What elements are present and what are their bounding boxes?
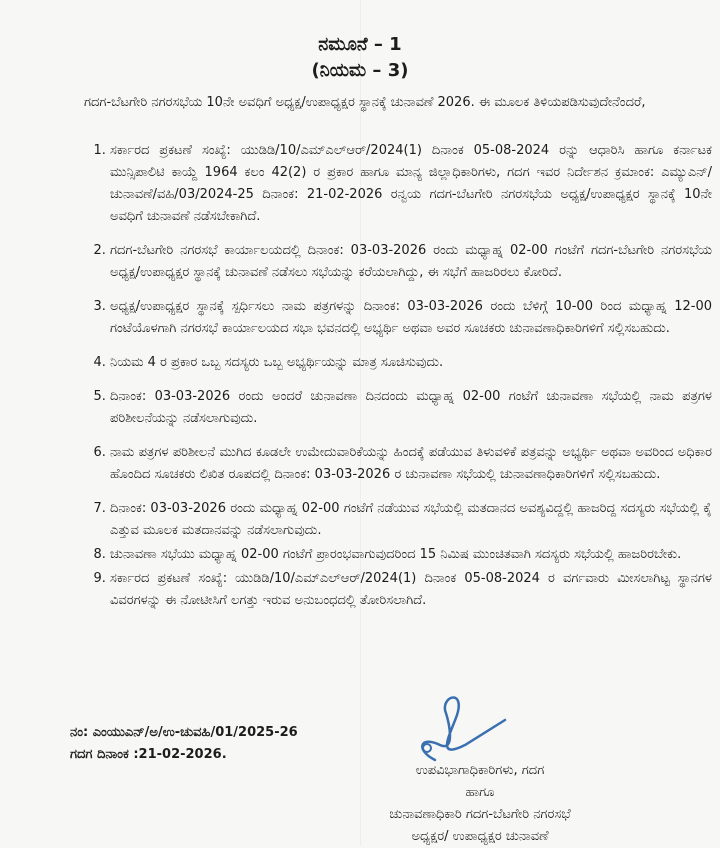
reference-block xyxy=(70,722,298,766)
list-item: 1. ಸರ್ಕಾರದ ಪ್ರಕಟಣೆ ಸಂಖ್ಯೆ: ಯುಡಿಡಿ/10/ಎಮ್ಎಲ್ಆರ್/2024(1) ದಿನಾಂಕ 05-08-2024 ರನ್ನು ಆಧಾರಿಸಿ ಹಾಗೂ ಕರ್ನಾಟಕ ಮುನ್ಸಿಪಾಲಿಟಿ ಕಾಯ್ದೆ 1964 ಕಲಂ 42(2) ರ ಪ್ರಕಾರ ಹಾಗೂ ಮಾನ್ಯ ಜಿಲ್ಲಾಧಿಕಾರಿಗಳು, ಗದಗ ಇವರ ನಿರ್ದೇಶನ ಕ್ರಮಾಂಕ: ಎಮ್ಯುಎನ್/ಚುನಾವಣೆ/ವಹಿ/03/2024-25 ದಿನಾಂಕ: 21-02-2026 ರನ್ವಯ ಗದಗ-ಬೆಟಗೇರಿ ನಗರಸಭೆಯ ಅಧ್ಯಕ್ಷ/ಉಪಾಧ್ಯಕ್ಷರ ಸ್ಥಾನಕ್ಕೆ 10ನೇ ಅವಧಿಗೆ ಚುನಾವಣೆ ನಡೆಸಬೇಕಾಗಿದೆ. xyxy=(110,140,712,228)
list-item: 5. ದಿನಾಂಕ: 03-03-2026 ರಂದು ಅಂದರೆ ಚುನಾವಣಾ ದಿನದಂದು ಮಧ್ಯಾಹ್ನ 02-00 ಗಂಟೆಗೆ ಚುನಾವಣಾ ಸಭೆಯಲ್ಲಿ ನಾಮ ಪತ್ರಗಳ ಪರಿಶೀಲನೆಯನ್ನು ನಡೆಸಲಾಗುವುದು. xyxy=(110,386,712,430)
signatory-role: ಚುನಾವಣಾಧಿಕಾರಿ ಗದಗ-ಬೆಟಗೇರಿ ನಗರಸಭೆ xyxy=(389,807,571,822)
intro-paragraph: ಗದಗ-ಬೆಟಗೇರಿ ನಗರಸಭೆಯ 10ನೇ ಅವಧಿಗೆ ಅಧ್ಯಕ್ಷ/ಉಪಾಧ್ಯಕ್ಷರ ಸ್ಥಾನಕ್ಕೆ ಚುನಾವಣೆ 2026. ಈ ಮೂಲಕ ತಿಳಿಯಪಡಿಸುವುದೇನೆಂದರೆ, xyxy=(84,95,646,110)
list-item: 2. ಗದಗ-ಬೆಟಗೇರಿ ನಗರಸಭೆ ಕಾರ್ಯಾಲಯದಲ್ಲಿ ದಿನಾಂಕ: 03-03-2026 ರಂದು ಮಧ್ಯಾಹ್ನ 02-00 ಗಂಟೆಗೆ ಗದಗ-ಬೆಟಗೇರಿ ನಗರಸಭೆಯ ಅಧ್ಯಕ್ಷ/ಉಪಾಧ್ಯಕ್ಷರ ಸ್ಥಾನಕ್ಕೆ ಚುನಾವಣೆ ನಡೆಸಲು ಸಭೆಯನ್ನು ಕರೆಯಲಾಗಿದ್ದು, ಈ ಸಭೆಗೆ ಹಾಜರಿರಲು ಕೋರಿದೆ. xyxy=(110,240,712,284)
list-item: 7. ದಿನಾಂಕ: 03-03-2026 ರಂದು ಮಧ್ಯಾಹ್ನ 02-00 ಗಂಟೆಗೆ ನಡೆಯುವ ಸಭೆಯಲ್ಲಿ ಮತದಾನದ ಅವಶ್ಯವಿದ್ದಲ್ಲಿ ಹಾಜರಿದ್ದ ಸದಸ್ಯರು ಸಭೆಯಲ್ಲಿ ಕೈ ಎತ್ತುವ ಮೂಲಕ ಮತದಾನವನ್ನು ನಡೆಸಲಾಗುವುದು. xyxy=(110,498,712,542)
notice-items xyxy=(88,140,712,624)
signatory-election: ಅಧ್ಯಕ್ಷರ/ ಉಪಾಧ್ಯಕ್ಷರ ಚುನಾವಣೆ xyxy=(411,829,549,844)
list-item: 4. ನಿಯಮ 4 ರ ಪ್ರಕಾರ ಒಬ್ಬ ಸದಸ್ಯರು ಒಬ್ಬ ಅಭ್ಯರ್ಥಿಯನ್ನು ಮಾತ್ರ ಸೂಚಿಸುವುದು. xyxy=(110,352,712,374)
list-item: 8. ಚುನಾವಣಾ ಸಭೆಯು ಮಧ್ಯಾಹ್ನ 02-00 ಗಂಟೆಗೆ ಪ್ರಾರಂಭವಾಗುವುದರಿಂದ 15 ನಿಮಿಷ ಮುಂಚಿತವಾಗಿ ಸದಸ್ಯರು ಸಭೆಯಲ್ಲಿ ಹಾಜರಿರಬೇಕು. xyxy=(110,544,712,566)
reference-date: ಗದಗ ದಿನಾಂಕ :21-02-2026. xyxy=(70,747,227,762)
signature-image xyxy=(395,690,515,770)
signatory-title: ಉಪವಿಭಾಗಾಧಿಕಾರಿಗಳು, ಗದಗ xyxy=(415,763,545,778)
list-item: 6. ನಾಮ ಪತ್ರಗಳ ಪರಿಶೀಲನೆ ಮುಗಿದ ಕೂಡಲೇ ಉಮೇದುವಾರಿಕೆಯನ್ನು ಹಿಂದಕ್ಕೆ ಪಡೆಯುವ ತಿಳುವಳಿಕೆ ಪತ್ರವನ್ನು ಅಭ್ಯರ್ಥಿ ಅಥವಾ ಅವರಿಂದ ಅಧಿಕಾರ ಹೊಂದಿದ ಸೂಚಕರು ಲಿಖಿತ ರೂಪದಲ್ಲಿ ದಿನಾಂಕ: 03-03-2026 ರ ಚುನಾವಣಾ ಸಭೆಯಲ್ಲಿ ಚುನಾವಣಾಧಿಕಾರಿಗಳಿಗೆ ಸಲ್ಲಿಸಬಹುದು. xyxy=(110,442,712,486)
form-title: ನಮೂನೆ – 1 xyxy=(318,34,402,55)
reference-number: ನಂ: ಎಂಯುಎನ್/ಅ/ಉ-ಚುವಹಿ/01/2025-26 xyxy=(70,725,298,740)
signatory-conjunction: ಹಾಗೂ xyxy=(465,785,495,800)
rule-reference: (ನಿಯಮ – 3) xyxy=(311,60,409,81)
list-item: 9. ಸರ್ಕಾರದ ಪ್ರಕಟಣೆ ಸಂಖ್ಯೆ: ಯುಡಿಡಿ/10/ಎಮ್ಎಲ್ಆರ್/2024(1) ದಿನಾಂಕ 05-08-2024 ರ ವರ್ಗವಾರು ಮೀಸಲಾಗಿಟ್ಟ ಸ್ಥಾನಗಳ ವಿವರಗಳನ್ನು ಈ ನೋಟೀಸಿಗೆ ಲಗತ್ತು ಇರುವ ಅನುಬಂಧದಲ್ಲಿ ತೋರಿಸಲಾಗಿದೆ. xyxy=(110,568,712,612)
signatory-block xyxy=(350,760,610,848)
list-item: 3. ಅಧ್ಯಕ್ಷ/ಉಪಾಧ್ಯಕ್ಷರ ಸ್ಥಾನಕ್ಕೆ ಸ್ಪರ್ಧಿಸಲು ನಾಮ ಪತ್ರಗಳನ್ನು ದಿನಾಂಕ: 03-03-2026 ರಂದು ಬೆಳಿಗ್ಗೆ 10-00 ರಿಂದ ಮಧ್ಯಾಹ್ನ 12-00 ಗಂಟೆಯೊಳಗಾಗಿ ನಗರಸಭೆ ಕಾರ್ಯಾಲಯದ ಸಭಾ ಭವನದಲ್ಲಿ ಅಭ್ಯರ್ಥಿ ಅಥವಾ ಅವರ ಸೂಚಕರು ಚುನಾವಣಾಧಿಕಾರಿಗಳಿಗೆ ಸಲ್ಲಿಸಬಹುದು. xyxy=(110,296,712,340)
